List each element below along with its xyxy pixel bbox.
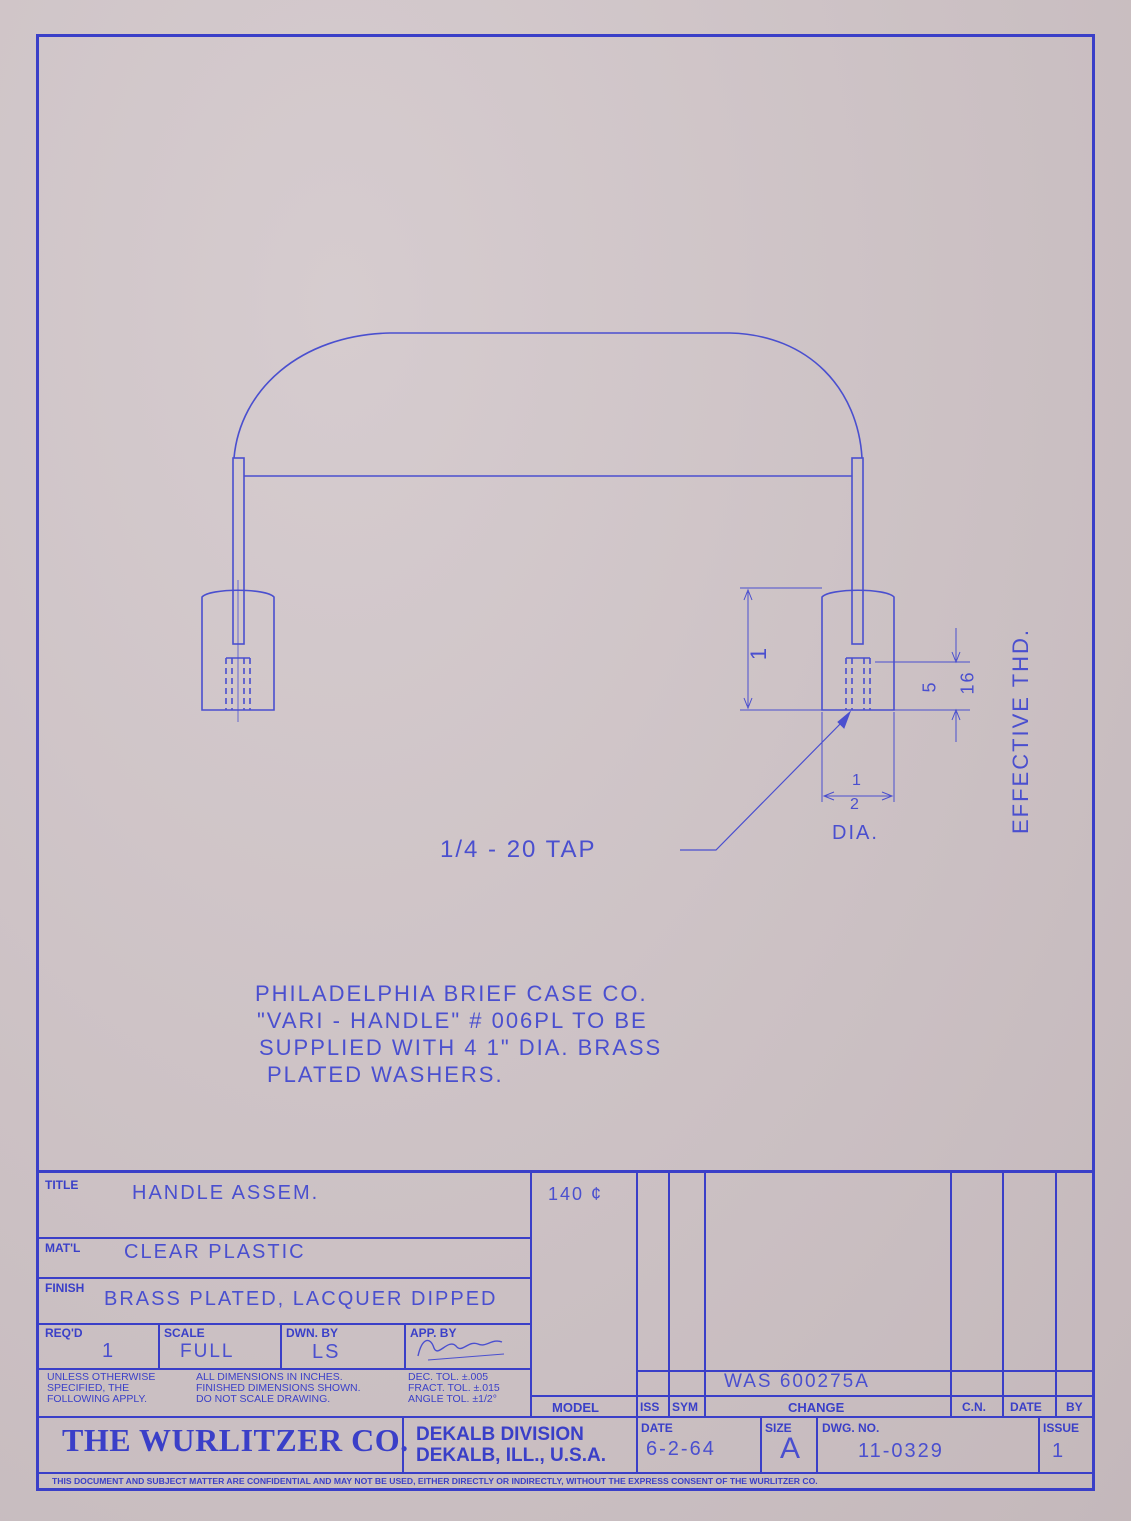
cn-label: C.N. bbox=[962, 1400, 986, 1414]
note-line-4: PLATED WASHERS. bbox=[267, 1062, 504, 1087]
sym-label: SYM bbox=[672, 1400, 699, 1414]
left-leg bbox=[233, 458, 244, 644]
issue-label: ISSUE bbox=[1043, 1421, 1080, 1435]
dwg-label: DWG. NO. bbox=[822, 1421, 880, 1435]
dia-numerator: 1 bbox=[852, 772, 863, 789]
tolerance-note-1 bbox=[47, 1372, 155, 1405]
note2-line3: DO NOT SCALE DRAWING. bbox=[196, 1393, 331, 1405]
matl-value: CLEAR PLASTIC bbox=[124, 1241, 306, 1263]
title-value: HANDLE ASSEM. bbox=[132, 1182, 320, 1204]
app-label: APP. BY bbox=[410, 1326, 457, 1340]
finish-label: FINISH bbox=[45, 1281, 85, 1295]
reqd-label: REQ'D bbox=[45, 1326, 83, 1340]
handle-arch bbox=[234, 333, 862, 458]
right-end-cap bbox=[822, 590, 894, 710]
division-line-1: DEKALB DIVISION bbox=[416, 1424, 584, 1445]
change-label: CHANGE bbox=[788, 1400, 845, 1415]
change-value: WAS 600275A bbox=[724, 1371, 870, 1392]
dia-label: DIA. bbox=[832, 822, 879, 844]
approval-signature bbox=[408, 1330, 518, 1366]
note3-line1: DEC. TOL. ±.005 bbox=[408, 1371, 489, 1383]
thread-dim-denominator: 16 bbox=[957, 670, 978, 695]
size-value: A bbox=[780, 1432, 803, 1465]
note-line-2: "VARI - HANDLE" # 006PL TO BE bbox=[257, 1008, 648, 1033]
tolerance-note-2 bbox=[196, 1372, 361, 1405]
date-col-label: DATE bbox=[1010, 1400, 1042, 1414]
iss-label: ISS bbox=[640, 1400, 660, 1414]
finish-value: BRASS PLATED, LACQUER DIPPED bbox=[104, 1288, 498, 1310]
note2-line2: FINISHED DIMENSIONS SHOWN. bbox=[196, 1382, 361, 1394]
tolerance-note-3 bbox=[408, 1372, 500, 1405]
thread-dim-numerator: 5 bbox=[919, 680, 940, 693]
scale-label: SCALE bbox=[164, 1326, 205, 1340]
dia-denominator: 2 bbox=[850, 796, 861, 813]
tap-note: 1/4 - 20 TAP bbox=[440, 836, 597, 863]
model-label: MODEL bbox=[552, 1400, 599, 1415]
effective-thd-label: EFFECTIVE THD. bbox=[1008, 627, 1034, 835]
notes-block bbox=[255, 980, 662, 1088]
note3-line2: FRACT. TOL. ±.015 bbox=[408, 1382, 500, 1394]
date-label: DATE bbox=[641, 1421, 673, 1435]
tap-leader bbox=[680, 716, 848, 850]
company-name: THE WURLITZER CO. bbox=[62, 1422, 409, 1458]
note1-line3: FOLLOWING APPLY. bbox=[47, 1393, 147, 1405]
model-note: 140 ¢ bbox=[548, 1184, 604, 1204]
issue-value: 1 bbox=[1052, 1440, 1066, 1462]
date-value: 6-2-64 bbox=[646, 1438, 716, 1460]
size-label: SIZE bbox=[765, 1421, 792, 1435]
dwg-value: 11-0329 bbox=[858, 1440, 944, 1462]
height-dimension: 1 bbox=[746, 645, 772, 661]
by-label: BY bbox=[1066, 1400, 1083, 1414]
note1-line1: UNLESS OTHERWISE bbox=[47, 1371, 156, 1383]
reqd-value: 1 bbox=[102, 1340, 116, 1362]
confidential-notice: THIS DOCUMENT AND SUBJECT MATTER ARE CONFIDENTIAL AND MAY NOT BE USED, EITHER DIRECTLY OR INDIRECTLY, WITHOUT THE EXPRESS CONSENT OF THE WURLITZER CO. bbox=[52, 1476, 818, 1486]
note-line-1: PHILADELPHIA BRIEF CASE CO. bbox=[255, 981, 648, 1006]
dwn-value: LS bbox=[312, 1341, 341, 1363]
right-leg bbox=[852, 458, 863, 644]
note3-line3: ANGLE TOL. ±1/2° bbox=[408, 1393, 497, 1405]
note-line-3: SUPPLIED WITH 4 1" DIA. BRASS bbox=[259, 1035, 663, 1060]
dwn-label: DWN. BY bbox=[286, 1326, 338, 1340]
note1-line2: SPECIFIED, THE bbox=[47, 1382, 130, 1394]
matl-label: MAT'L bbox=[45, 1241, 81, 1255]
scale-value: FULL bbox=[180, 1341, 235, 1362]
division-line-2: DEKALB, ILL., U.S.A. bbox=[416, 1445, 606, 1466]
note2-line1: ALL DIMENSIONS IN INCHES. bbox=[196, 1371, 343, 1383]
title-label: TITLE bbox=[45, 1178, 79, 1192]
